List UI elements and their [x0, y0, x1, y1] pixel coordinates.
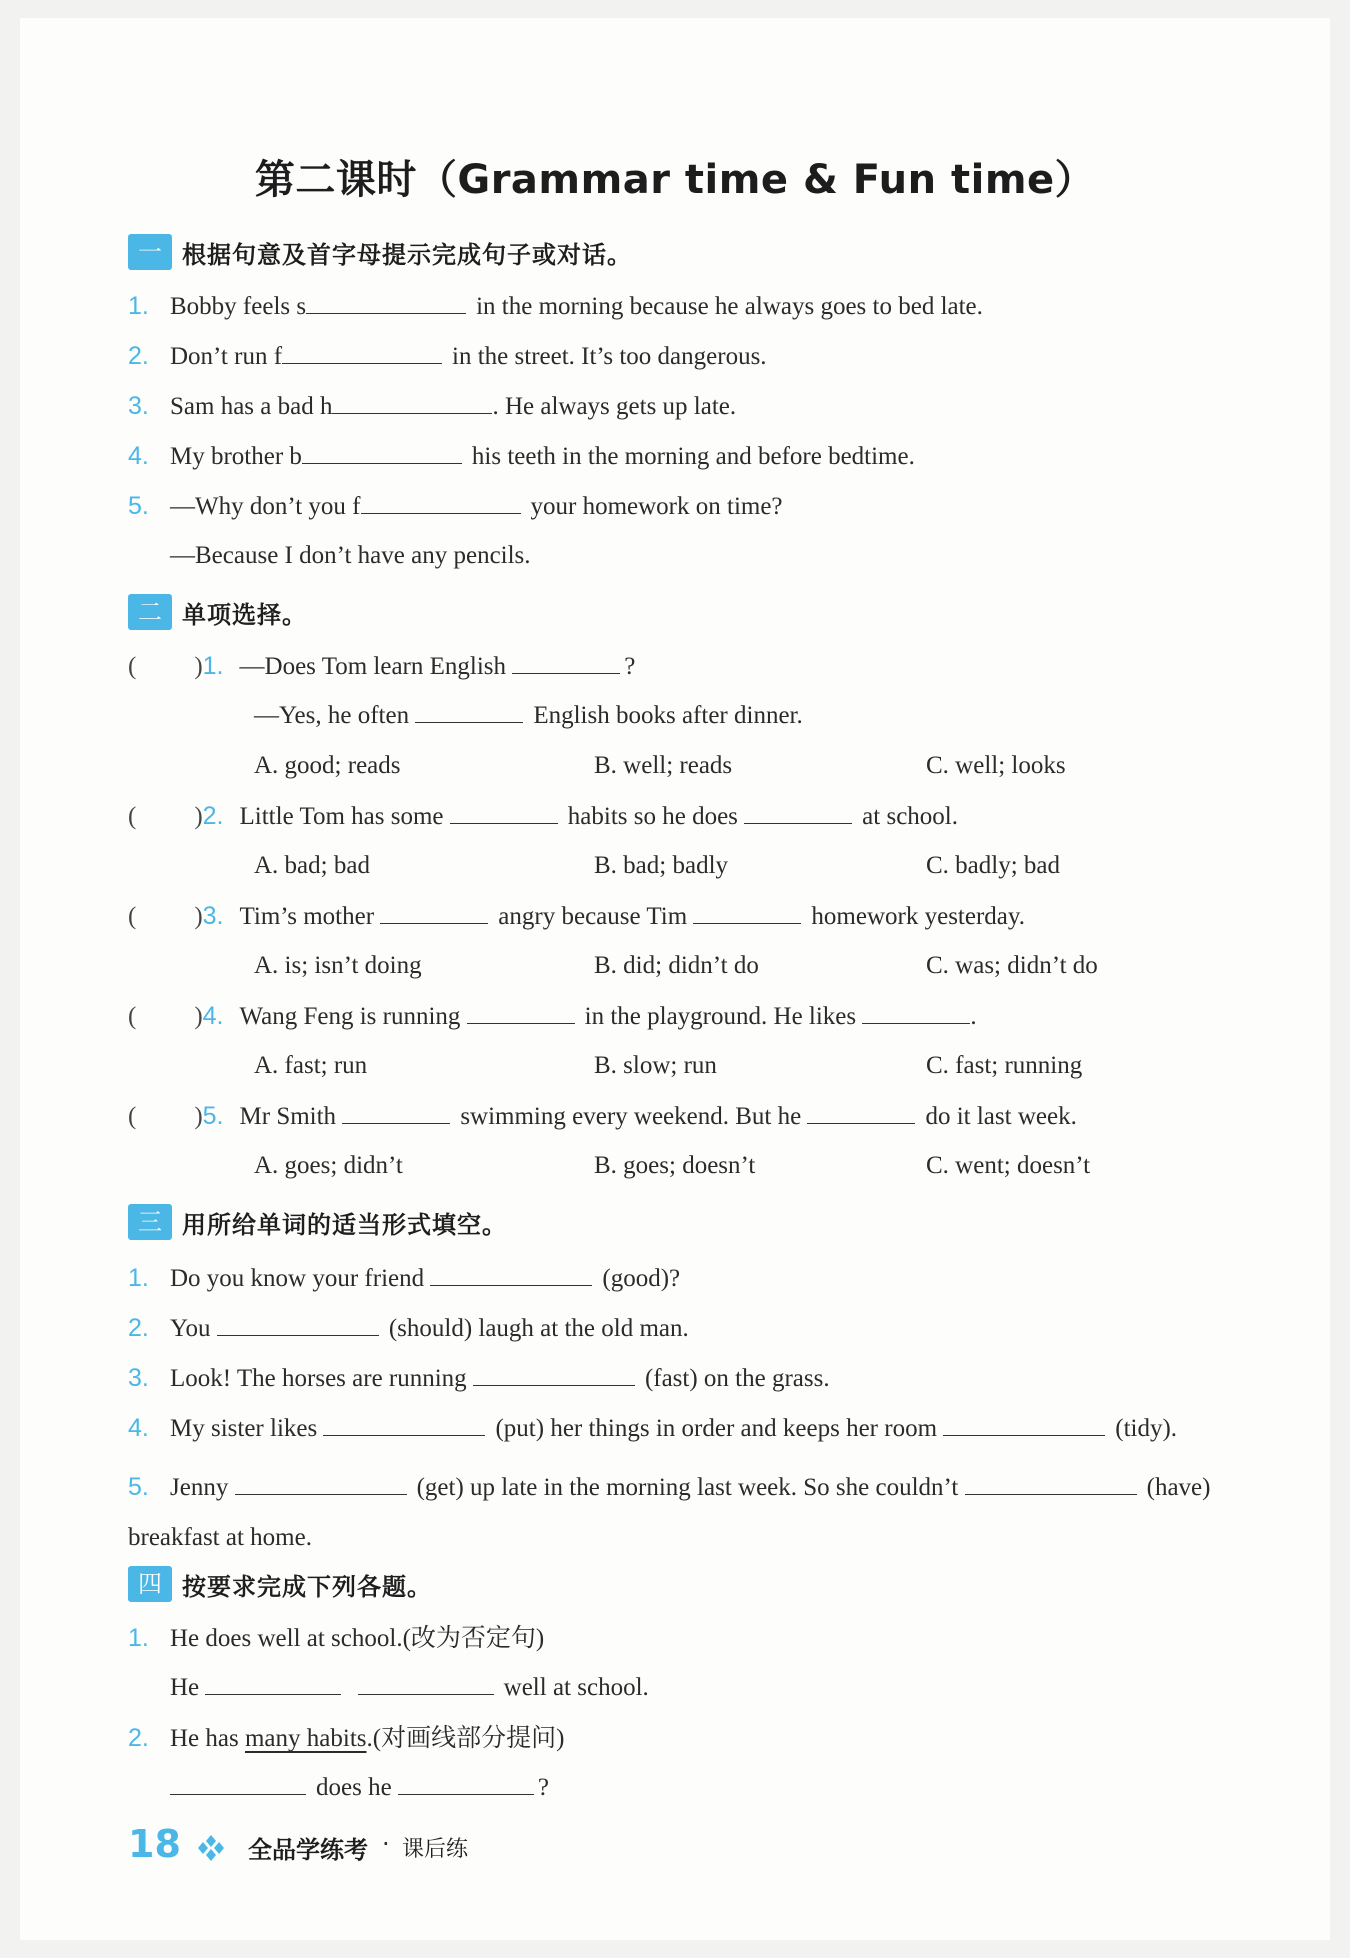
s2-q1	[128, 650, 635, 683]
section-3-header	[128, 1202, 507, 1242]
question-text: —Does Tom learn English	[239, 653, 507, 680]
answer-blank[interactable]	[943, 1413, 1105, 1436]
section-1-header	[128, 232, 632, 272]
s2-q3-option-a[interactable]: A. is; isn’t doing	[254, 952, 422, 979]
answer-blank[interactable]	[415, 700, 523, 723]
question-text: homework yesterday.	[811, 903, 1026, 930]
s3-item-2	[128, 1312, 689, 1345]
answer-paren-close: )	[194, 1103, 203, 1130]
s2-q2-option-a[interactable]: A. bad; bad	[254, 852, 370, 879]
item-text: (get) up late in the morning last week. So she couldn’t	[416, 1474, 959, 1501]
item-text: (should) laugh at the old man.	[388, 1315, 689, 1342]
section-1-heading: 根据句意及首字母提示完成句子或对话。	[182, 240, 632, 269]
s4-item-2-answer	[170, 1772, 549, 1804]
section-3-badge: 三	[128, 1204, 172, 1240]
question-text: Tim’s mother	[239, 903, 375, 930]
s2-q4-option-c[interactable]: C. fast; running	[926, 1052, 1083, 1079]
s1-item-1	[128, 290, 983, 323]
answer-blank[interactable]	[361, 491, 521, 514]
diamond-logo-icon	[196, 1834, 226, 1867]
item-text: He has	[170, 1725, 239, 1752]
answer-blank[interactable]	[323, 1413, 485, 1436]
question-text: at school.	[862, 803, 958, 830]
item-instruction: (改为否定句)	[402, 1625, 545, 1652]
s3-item-1	[128, 1262, 680, 1295]
answer-blank[interactable]	[380, 901, 488, 924]
question-number: 5.	[202, 1102, 224, 1130]
s2-q2-option-c[interactable]: C. badly; bad	[926, 852, 1061, 879]
answer-paren-close: )	[194, 1003, 203, 1030]
s2-q1-option-a[interactable]: A. good; reads	[254, 752, 401, 779]
answer-blank[interactable]	[205, 1672, 341, 1695]
question-text: angry because Tim	[498, 903, 688, 930]
section-1-badge: 一	[128, 234, 172, 270]
s3-item-5	[128, 1462, 1250, 1563]
question-text: .	[970, 1003, 977, 1030]
answer-blank[interactable]	[965, 1472, 1137, 1495]
item-text: Look! The horses are running	[170, 1365, 467, 1392]
item-number: 3.	[128, 392, 149, 420]
answer-blank[interactable]	[862, 1001, 970, 1024]
question-number: 1.	[202, 652, 224, 680]
s4-item-1	[128, 1622, 544, 1655]
s2-q5-option-c[interactable]: C. went; doesn’t	[926, 1152, 1091, 1179]
item-text: Don’t run f	[170, 343, 283, 370]
answer-blank[interactable]	[473, 1363, 635, 1386]
answer-blank[interactable]	[282, 341, 442, 364]
item-text: My sister likes	[170, 1415, 318, 1442]
s2-q1-line2	[254, 700, 803, 732]
s2-q1-option-c[interactable]: C. well; looks	[926, 752, 1066, 779]
item-text: .	[366, 1725, 373, 1752]
s2-q3	[128, 900, 1025, 933]
answer-blank[interactable]	[235, 1472, 407, 1495]
answer-blank[interactable]	[744, 801, 852, 824]
item-text: Sam has a bad h	[170, 393, 333, 420]
item-text: does he	[316, 1774, 392, 1801]
answer-blank[interactable]	[398, 1772, 534, 1795]
s2-q3-option-c[interactable]: C. was; didn’t do	[926, 952, 1098, 979]
s2-q5-option-a[interactable]: A. goes; didn’t	[254, 1152, 403, 1179]
item-text: ?	[537, 1774, 550, 1801]
page-title: 第二课时（Grammar time & Fun time）	[254, 157, 1096, 203]
s4-item-1-answer	[170, 1672, 649, 1704]
item-number: 1.	[128, 1264, 149, 1292]
item-text: He does well at school.	[170, 1625, 403, 1652]
answer-blank[interactable]	[306, 291, 466, 314]
answer-blank[interactable]	[512, 651, 620, 674]
s3-item-3	[128, 1362, 830, 1395]
question-text: English books after dinner.	[533, 702, 803, 729]
answer-paren-close: )	[194, 903, 203, 930]
item-number: 2.	[128, 1314, 149, 1342]
section-2-header	[128, 592, 307, 632]
item-text: —Why don’t you f	[170, 493, 361, 520]
question-number: 3.	[202, 902, 224, 930]
item-number: 1.	[128, 292, 149, 320]
page-number: 18	[128, 1822, 181, 1866]
s2-q1-option-b[interactable]: B. well; reads	[594, 752, 733, 779]
item-text: Jenny	[170, 1474, 229, 1501]
s1-item-4	[128, 440, 915, 473]
item-number: 2.	[128, 342, 149, 370]
answer-blank[interactable]	[302, 441, 462, 464]
footer-separator: ·	[382, 1830, 390, 1858]
item-text: in the morning because he always goes to bed late.	[476, 293, 983, 320]
item-text: He	[170, 1674, 200, 1701]
answer-blank[interactable]	[332, 391, 492, 414]
s3-item-4	[128, 1412, 1177, 1445]
s2-q4	[128, 1000, 977, 1033]
answer-blank[interactable]	[217, 1313, 379, 1336]
s1-item-3	[128, 390, 736, 423]
item-text: (tidy).	[1115, 1415, 1178, 1442]
section-4-heading: 按要求完成下列各题。	[182, 1572, 432, 1601]
item-number: 5.	[128, 492, 149, 520]
section-4-header	[128, 1564, 432, 1604]
question-text: in the playground. He likes	[584, 1003, 857, 1030]
s4-item-2	[128, 1722, 564, 1755]
item-text: his teeth in the morning and before bedtime.	[471, 443, 915, 470]
item-text: . He always gets up late.	[492, 393, 737, 420]
item-text: You	[170, 1315, 211, 1342]
footer-subtitle: 课后练	[402, 1837, 469, 1862]
question-text: Little Tom has some	[239, 803, 444, 830]
question-text: Wang Feng is running	[239, 1003, 461, 1030]
s1-item-5	[128, 490, 783, 523]
answer-blank[interactable]	[170, 1772, 306, 1795]
s2-q2-option-b[interactable]: B. bad; badly	[594, 852, 729, 879]
item-number: 5.	[128, 1473, 149, 1501]
answer-blank[interactable]	[693, 901, 801, 924]
answer-blank[interactable]	[450, 801, 558, 824]
item-number: 3.	[128, 1364, 149, 1392]
question-text: ?	[624, 653, 636, 680]
answer-paren-open[interactable]: (	[128, 1103, 137, 1130]
s2-q2	[128, 800, 958, 833]
s1-item-5-reply: —Because I don’t have any pencils.	[170, 542, 531, 569]
item-text: Bobby feels s	[170, 293, 307, 320]
question-text: —Yes, he often	[254, 702, 410, 729]
answer-paren-open[interactable]: (	[128, 803, 137, 830]
section-4-badge: 四	[128, 1566, 172, 1602]
item-text: (put) her things in order and keeps her room	[495, 1415, 938, 1442]
s1-item-2	[128, 340, 767, 373]
answer-blank[interactable]	[358, 1672, 494, 1695]
answer-paren-close: )	[194, 653, 203, 680]
item-text: (fast) on the grass.	[644, 1365, 830, 1392]
item-text: Do you know your friend	[170, 1265, 425, 1292]
item-text: your homework on time?	[530, 493, 783, 520]
s2-q4-option-b[interactable]: B. slow; run	[594, 1052, 717, 1079]
answer-blank[interactable]	[467, 1001, 575, 1024]
s2-q5	[128, 1100, 1077, 1133]
footer-brand: 全品学练考	[248, 1836, 368, 1864]
question-text: swimming every weekend. But he	[460, 1103, 802, 1130]
item-text: My brother b	[170, 443, 302, 470]
answer-blank[interactable]	[807, 1101, 915, 1124]
answer-paren-open[interactable]: (	[128, 903, 137, 930]
answer-blank[interactable]	[342, 1101, 450, 1124]
item-number: 2.	[128, 1724, 149, 1752]
question-text: habits so he does	[567, 803, 738, 830]
s2-q3-option-b[interactable]: B. did; didn’t do	[594, 952, 759, 979]
answer-blank[interactable]	[430, 1263, 592, 1286]
question-text: Mr Smith	[239, 1103, 337, 1130]
item-text: (have) breakfast at home.	[128, 1474, 1211, 1551]
answer-paren-open[interactable]: (	[128, 653, 137, 680]
item-instruction: (对画线部分提问)	[372, 1725, 565, 1752]
item-text: in the street. It’s too dangerous.	[452, 343, 767, 370]
s2-q4-option-a[interactable]: A. fast; run	[254, 1052, 368, 1079]
question-number: 4.	[202, 1002, 224, 1030]
section-2-heading: 单项选择。	[182, 600, 307, 629]
item-text: well at school.	[503, 1674, 649, 1701]
s2-q5-option-b[interactable]: B. goes; doesn’t	[594, 1152, 756, 1179]
section-2-badge: 二	[128, 594, 172, 630]
item-text: (good)?	[602, 1265, 681, 1292]
section-3-heading: 用所给单词的适当形式填空。	[182, 1210, 507, 1239]
answer-paren-open[interactable]: (	[128, 1003, 137, 1030]
question-number: 2.	[202, 802, 224, 830]
question-text: do it last week.	[925, 1103, 1077, 1130]
item-number: 4.	[128, 442, 149, 470]
underlined-phrase: many habits	[244, 1725, 367, 1752]
item-number: 4.	[128, 1414, 149, 1442]
item-number: 1.	[128, 1624, 149, 1652]
answer-paren-close: )	[194, 803, 203, 830]
